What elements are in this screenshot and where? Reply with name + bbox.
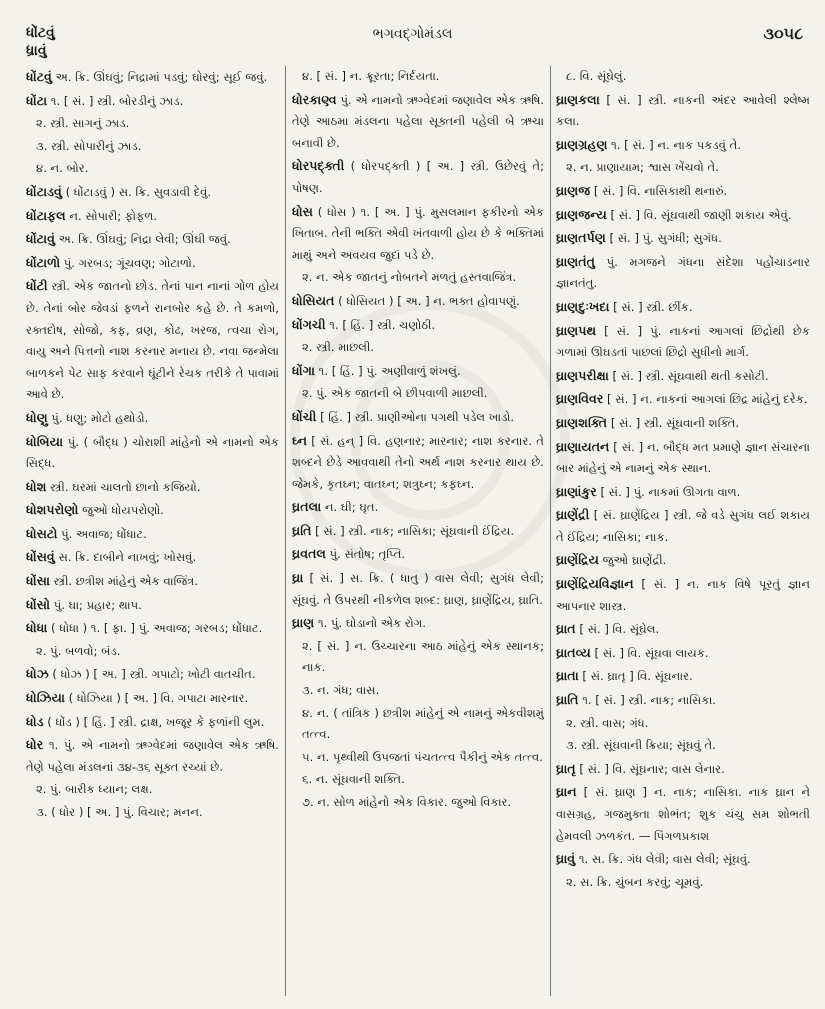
running-headword-last: ધ્રાવું: [26, 43, 47, 59]
dictionary-entry: ૨. સ. ક્રિ. ચુંબન કરવું; ચૂમવું.: [566, 874, 704, 889]
entry-headword: ઘ્રાણતર્પણ: [556, 230, 606, 246]
column-divider: [285, 66, 286, 996]
page-title: ભગવદ્ગોમંડલ: [372, 26, 453, 42]
dictionary-entry: ૨. પું. બળવો; બંડ.: [36, 643, 121, 658]
entry-headword: ધોંટવું: [26, 69, 52, 84]
entry-headword: ઘ્રાણપરીક્ષા: [556, 367, 609, 383]
entry-headword: ધોંટાળો: [26, 254, 61, 270]
dictionary-entry: ૮. વિ. સૂંઘેલું.: [566, 69, 627, 83]
dictionary-entry: ઘ્રાતૃ [ સં. ] વિ. સૂંઘનાર; વાસ લેનાર.: [556, 760, 725, 776]
dictionary-entry: ધોંસો પું. ઘા; પ્રહાર; થાપ.: [26, 596, 142, 612]
dictionary-entry: ધોંટાડવું ( ધોંટાડવું ) સ. ક્રિ. સુવડાવી દેવું.: [26, 183, 212, 199]
dictionary-entry: ઘ્રાણેંદ્રી [ સં. ઘ્રાણેંદ્રિય ] સ્ત્રી. જે વડે સુગંધ લઈ શકાય તે ઈંદ્રિય; નાસિકા; નાક.: [556, 507, 810, 544]
page-header: [0, 0, 825, 62]
entry-headword: ઘ્રાતા: [556, 668, 579, 684]
dictionary-entry: ઘ્રાતિ ૧. [ સં. ] સ્ત્રી. નાક; નાસિકા.: [556, 692, 716, 708]
entry-headword: ઘ્રતિ: [292, 522, 312, 538]
dictionary-entry: ૬. ન. સૂંઘવાની શક્તિ.: [302, 772, 405, 787]
entry-headword: ઘ્રા: [292, 570, 304, 586]
entry-headword: ઘ્રાણકલા: [556, 91, 600, 107]
dictionary-entry: ૫. ન. પૃથ્વીથી ઉપજતાં પંચતત્ત્વ પૈકીનું એક તત્ત્વ.: [302, 749, 543, 764]
dictionary-entry: ૪. [ સં. ] ન. ક્રૂરતા; નિર્દયતા.: [302, 69, 440, 83]
entry-headword: ઘ્રાણશક્તિ: [556, 414, 608, 430]
entry-headword: ઘ્રાણેંદ્રિય: [556, 552, 599, 568]
dictionary-entry: ૨. પું. એક જાતની બે છીપવાળી માછલી.: [302, 386, 488, 401]
dictionary-entry: ધોસ ( ધોસ ) ૧. [ અ. ] પું. મુસલમાન ફકીરનો એક ખિતાબ. તેની ભક્તિ એવી ખંતવાળી હોય છે કે ભક્તિમાં માથું અને અવયવ જુદાં પડે છે.: [292, 203, 544, 262]
dictionary-entry: ઘ્રાણગ્રહણ ૧. [ સં. ] ન. નાક પકડવું તે.: [556, 136, 742, 152]
dictionary-entry: ઘ્રતિ [ સં. ] સ્ત્રી. નાક; નાસિકા; સૂંઘવાની ઈંદ્રિય.: [292, 522, 515, 538]
entry-headword: ધોર: [26, 737, 44, 753]
dictionary-entry: ૨. પું. બારીક ધ્યાન; લક્ષ.: [36, 782, 153, 797]
entry-headword: ઘ્રાવું: [556, 851, 576, 867]
dictionary-entry: ૩. સ્ત્રી. સૂંઘવાની ક્રિયા; સૂંઘવું તે.: [566, 738, 716, 753]
entry-headword: ઘ્રાણવિવર: [556, 391, 604, 407]
dictionary-entry: ધોશ સ્ત્રી. ઘરમાં ચાલતો છાનો કજિયો.: [26, 478, 201, 494]
dictionary-entry: ધોરપદ્ક્તી ( ધોરપદ્ક્તી ) [ અ. ] સ્ત્રી. ઉછેરવું તે; પોષણ.: [292, 158, 544, 195]
dictionary-entry: ધોંટાફલ ન. સોપારી; ફોફળ.: [26, 207, 158, 223]
entry-headword: ધોઝિયા: [26, 690, 65, 706]
entry-headword: ધોધા: [26, 620, 48, 636]
dictionary-entry: ધોંટાળો પું. ગરબડ; ગૂંચવણ; ગોટાળો.: [26, 254, 196, 270]
entry-headword: ઘ્રાણજ: [556, 182, 591, 198]
entry-headword: ઘ્રાણ: [292, 615, 315, 631]
dictionary-entry: ઘ્રાણપરીક્ષા [ સં. ] સ્ત્રી. સૂંઘવાથી થતી કસોટી.: [556, 367, 769, 383]
dictionary-entry: ધોસિયત ( ધોસિયત ) [ અ. ] ન. ભક્ત હોવાપણું.: [292, 292, 520, 308]
running-headword-first: ધોંટવું: [26, 25, 55, 41]
dictionary-entry: ઘ્રાણદુઃખદા [ સં. ] સ્ત્રી. છીંક.: [556, 298, 693, 314]
entry-headword: ઘ્રાણેંદ્રી: [556, 507, 590, 523]
entry-headword: ઘ્રાણગ્રહણ: [556, 136, 608, 152]
dictionary-entry: ધોંટા ૧. [ સં. ] સ્ત્રી. બોરડીનું ઝાડ.: [26, 92, 184, 108]
dictionary-entry: ધોધા ( ધોધા ) ૧. [ ફા. ] પું. અવાજ; ગરબડ; ધોંધાટ.: [26, 620, 263, 636]
entry-headword: ઘ્રાણાયતન: [556, 438, 610, 454]
column-middle: [292, 66, 544, 1006]
page-number: ૩૦૫૮: [763, 24, 803, 43]
dictionary-entry: ધોંગા ૧. [ હિં. ] પું. અણીવાળું શંખલું.: [292, 362, 461, 378]
entry-headword: ધોંચી: [292, 408, 317, 424]
dictionary-entry: ઘ્રાણતર્પણ [ સં. ] પું. સુગંધી; સુગંધ.: [556, 230, 722, 246]
dictionary-entry: ઘ્રાણેંદ્રિય જુઓ ઘ્રાણેંદ્રી.: [556, 552, 667, 568]
entry-headword: ધોડ: [26, 713, 44, 729]
dictionary-entry: ઘ્રાતવ્ય [ સં. ] વિ. સૂંઘવા લાયક.: [556, 644, 709, 660]
dictionary-entry: ધોડ ( ધોંડ ) [ હિં. ] સ્ત્રી. દ્રાક્ષ, ખજૂર કે ફળાંની લુમ.: [26, 713, 265, 729]
entry-headword: ધોંસા: [26, 573, 50, 589]
dictionary-entry: ઘ્રાણપથ [ સં. ] પું. નાકનાં આગલાં છિદ્રોથી છેક ગળામાં ઊઘડતાં પાછલાં છિદ્રો સુધીનો માર્ગ.: [556, 322, 810, 360]
dictionary-entry: ૨. સ્ત્રી. વાસ; ગંધ.: [566, 715, 649, 730]
entry-headword: ધોંટાફલ: [26, 207, 66, 223]
dictionary-entry: ઘ્ન [ સં. હન્ ] વિ. હણનાર; મારનાર; નાશ કરનાર. તે શબ્દને છેડે આવવાથી તેનો અર્થ નાશ કરનાર થાય છે. જેમકે, કૃતઘ્ન; વાતઘ્ન; શત્રુઘ્ન; કફઘ્ન.: [292, 432, 544, 491]
dictionary-entry: ૨. સ્ત્રી. માછલી.: [302, 340, 375, 355]
dictionary-entry: ઘ્રાણજન્ય [ સં. ] વિ. સૂંઘવાથી જાણી શકાય એવું.: [556, 206, 792, 222]
entry-headword: ધોંગચી: [292, 316, 326, 332]
entry-headword: ધોરપદ્ક્તી: [292, 158, 345, 174]
dictionary-entry: ઘ્રાણ ૧. પું. ઘોડાનો એક રોગ.: [292, 615, 426, 631]
dictionary-entry: ૨. ન. એક જાતનું નોબતને મળતું હસ્તવાજિંત્ર.: [302, 270, 517, 285]
entry-headword: ઘ્રવતલ: [292, 546, 326, 562]
dictionary-entry: ઘ્રાવું ૧. સ. ક્રિ. ગંધ લેવી; વાસ લેવી; સૂંઘવું.: [556, 851, 751, 867]
dictionary-entry: ઘ્રતલા ન. ઘી; ઘૃત.: [292, 499, 379, 515]
dictionary-entry: ઘ્રાત [ સં. ] વિ. સૂંઘેલ.: [556, 621, 660, 637]
entry-headword: ઘ્રાણજન્ય: [556, 206, 607, 222]
dictionary-entry: ધોરકાણ્વ પું. એ નામનો ઋગ્વેદમાં જણાવેલ એક ઋષિ. તેણે આઠમા મંડલના પહેલા સૂક્તની પહેલી બે ઋચા બનાવી છે.: [292, 91, 544, 150]
dictionary-entry: ધોઝિયા ( ધોઝિયા ) [ અ. ] વિ. ગપાટા મારનાર.: [26, 690, 249, 706]
entry-headword: ધોરકાણ્વ: [292, 91, 337, 107]
entry-headword: ધોસિયત: [292, 292, 335, 308]
dictionary-entry: ૨. [ સં. ] ન. ઉચ્ચારના આઠ માંહેનું એક સ્થાનક; નાક.: [302, 638, 544, 675]
column-right: [556, 66, 810, 1006]
entry-headword: ધોસ: [292, 203, 313, 219]
entry-headword: ધોબિયા: [26, 433, 64, 449]
dictionary-entry: ૪. ન. ( તાંત્રિક ) છત્રીશ માંહેનું એ નામનું એકવીશમું તત્ત્વ.: [302, 705, 544, 742]
column-divider: [550, 66, 551, 996]
entry-headword: ધોશપરોણો: [26, 502, 79, 518]
entry-headword: ઘ્રાણદુઃખદા: [556, 298, 610, 314]
dictionary-entry: ધોણુ પું. ધણુ; મોટો હથોડો.: [26, 409, 149, 425]
entry-headword: ધોઝ: [26, 666, 49, 682]
dictionary-entry: ઘ્રાણશક્તિ [ સં. ] સ્ત્રી. સૂંઘવાની શક્તિ.: [556, 414, 740, 430]
dictionary-entry: ધોંસવું સ. ક્રિ. દાબીને નાખવું; ખોસવું.: [26, 549, 197, 565]
entry-headword: ધોંગા: [292, 362, 315, 378]
entry-headword: ઘ્રાત: [556, 621, 576, 637]
dictionary-entry: ધોંટવું અ. ક્રિ. ઊંઘવું; નિદ્રામાં પડવું; ઘોરવું; સૂઈ જવું.: [26, 69, 268, 84]
entry-headword: ઘ્રાતવ્ય: [556, 644, 591, 660]
entry-headword: ઘ્ન: [292, 432, 307, 448]
entry-headword: ઘ્રાતૃ: [556, 760, 576, 776]
dictionary-entry: ઘ્રાણેંદ્રિયવિજ્ઞાન [ સં. ] ન. નાક વિષે પૂરતું જ્ઞાન આપનાર શાસ્ત્ર.: [556, 576, 810, 613]
dictionary-entry: ઘ્રવતલ પું. સંતોષ; તૃપ્તિ.: [292, 546, 406, 562]
dictionary-entry: ૩. ન. ગંધ; વાસ.: [302, 683, 380, 698]
dictionary-entry: ઘ્રાણવિવર [ સં. ] ન. નાકનાં આગલાં છિદ્ર માંહેનું દરેક.: [556, 391, 808, 407]
entry-headword: ધોંટી: [26, 278, 48, 294]
dictionary-entry: ધોઝ ( ધોઝ ) [ અ. ] સ્ત્રી. ગપાટો; ખોટી વાતચીત.: [26, 666, 256, 682]
entry-headword: ધોંટા: [26, 92, 48, 108]
dictionary-entry: ઘ્રાણજ [ સં. ] વિ. નાસિકાથી થનારું.: [556, 182, 728, 198]
dictionary-entry: ઘ્રાણકલા [ સં. ] સ્ત્રી. નાકની અંદર આવેલી શ્લેષ્મ કલા.: [556, 91, 810, 129]
dictionary-entry: ૨. ન. પ્રાણાયામ; શ્વાસ ખેંચવો તે.: [566, 160, 719, 175]
dictionary-entry: ઘ્રાન [ સં. ઘ્રાણ ] ન. નાક; નાસિકા. નાક ઘ્રાન ને વાસગ્રહ, ગજમુક્તા શોભંત; શુક ચંચુ સમ શોભતી હેમવલી ઝળકંત. — પિંગળપ્રકાશ: [556, 784, 810, 843]
dictionary-entry: ધોંસા સ્ત્રી. છત્રીશ માંહેનું એક વાજિંત્ર.: [26, 573, 198, 589]
dictionary-entry: ઘ્રા [ સં. ] સ. ક્રિ. ( ધાતુ ) વાસ લેવી; સુગંધ લેવી; સૂંઘવું. તે ઉપરથી નીકળેલ શબ્દ: ઘ્રાણ, ઘ્રાણેંદ્રિય, ઘ્રાતિ.: [292, 570, 544, 607]
dictionary-entry: ધોંટી સ્ત્રી. એક જાતનો છોડ. તેનાં પાન નાનાં ગોળ હોય છે. તેનાં બોર જેવડાં ફળને રાનબોર કહે છે. તે કમળો, રક્તદોષ, સોજો, કફ, વ્રણ, કોઢ, ખરજ, ત્વચા રોગ, વાયુ અને પિત્તનો નાશ કરનાર મનાય છે. નવા જન્મેલા બાળકને પેટ સાફ કરવાને ઘૂંટીને રેચક તરીકે તે પાવામાં આવે છે.: [26, 278, 279, 402]
entry-headword: ધોંટાવું: [26, 231, 55, 247]
entry-headword: ધોણુ: [26, 409, 48, 425]
dictionary-entry: ધોંચી [ હિં. ] સ્ત્રી. પ્રાણીઓના પગથી પડેલ ખાડો.: [292, 408, 515, 424]
entry-headword: ઘ્રાણેંદ્રિયવિજ્ઞાન: [556, 576, 634, 592]
dictionary-entry: ઘ્રાણાંકુર [ સં. ] પું. નાકમાં ઊગતા વાળ.: [556, 483, 741, 499]
dictionary-entry: ૨. સ્ત્રી. સાગનું ઝાડ.: [36, 116, 130, 131]
entry-headword: ધોશ: [26, 478, 47, 494]
dictionary-entry: ૪. ન. બોર.: [36, 161, 89, 176]
entry-headword: ધોંસો: [26, 596, 51, 612]
entry-headword: ઘ્રાણતંતુ: [556, 253, 595, 269]
entry-headword: ઘ્રાણપથ: [556, 322, 597, 338]
dictionary-entry: ધોશપરોણો જુઓ ધોયપરોણો.: [26, 502, 164, 518]
dictionary-entry: ઘ્રાણતંતુ પું. મગજને ગંધના સંદેશા પહોંચાડનાર જ્ઞાનતંતુ.: [556, 253, 810, 291]
entry-headword: ધોસટો: [26, 525, 58, 541]
dictionary-entry: ધોબિયા પું. ( બૌદ્ધ ) ચોરાશી માંહેનો એ નામનો એક સિદ્ધ.: [26, 433, 279, 471]
entry-headword: ઘ્રાણાંકુર: [556, 483, 597, 499]
entry-headword: ઘ્રાતિ: [556, 692, 579, 708]
entry-headword: ઘ્રાન: [556, 784, 577, 800]
dictionary-entry: ઘ્રાણાયતન [ સં. ] ન. બૌદ્ધ મત પ્રમાણે જ્ઞાન સંચારના બાર માંહેનું એ નામનું એક સ્થાન.: [556, 438, 810, 476]
dictionary-entry: ૩. સ્ત્રી. સોપારીનું ઝાડ.: [36, 138, 142, 153]
column-left: [26, 66, 279, 1006]
dictionary-entry: ધોસટો પું. અવાજ; ધોંધાટ.: [26, 525, 147, 541]
dictionary-entry: ૩. ( ધોર ) [ અ. ] પું. વિચાર; મનન.: [36, 805, 203, 819]
dictionary-entry: ૭. ન. સોળ માંહેનો એક વિકાર. જુઓ વિકાર.: [302, 795, 512, 809]
dictionary-entry: ધોંગચી ૧. [ હિં. ] સ્ત્રી. ચણોઠી.: [292, 316, 436, 332]
dictionary-entry: ધોર ૧. પું. એ નામનો ઋગ્વેદમાં જણાવેલ એક ઋષિ. તેણે પહેલા મંડલનાં ૩૪-૩૬ સૂક્ત રચ્યાં છે.: [26, 737, 279, 774]
entry-headword: ઘ્રતલા: [292, 499, 322, 515]
entry-headword: ધોંટાડવું: [26, 183, 62, 199]
dictionary-entry: ઘ્રાતા [ સં. ઘ્રાતૃ ] વિ. સૂંઘનાર.: [556, 668, 693, 684]
dictionary-entry: ધોંટાવું અ. ક્રિ. ઊંઘવું; નિદ્રા લેવી; ઊંઘી જવું.: [26, 231, 231, 247]
entry-headword: ધોંસવું: [26, 549, 55, 565]
